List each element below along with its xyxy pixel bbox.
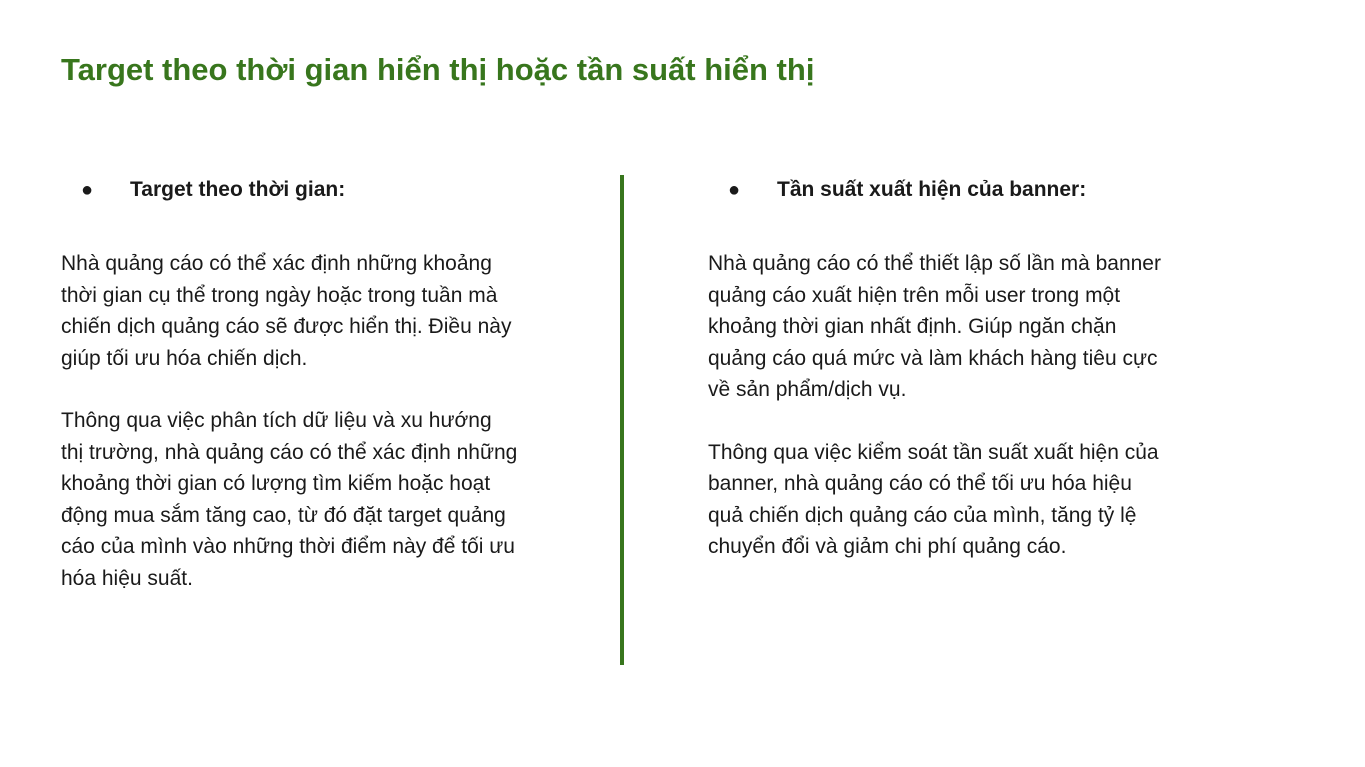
left-heading-text: Target theo thời gian:	[130, 178, 346, 201]
left-column	[61, 172, 571, 594]
right-paragraph-2: Thông qua việc kiểm soát tần suất xuất hiện của banner, nhà quảng cáo có thể tối ưu hóa hiệu quả chiến dịch quảng cáo của mình, tăng tỷ lệ chuyển đổi và giảm chi phí quảng cáo.	[708, 440, 1159, 558]
slide-title: Target theo thời gian hiển thị hoặc tần suất hiển thị	[61, 52, 815, 87]
right-bullet-heading	[708, 172, 1218, 208]
left-bullet-heading	[61, 172, 571, 208]
column-divider	[620, 175, 624, 665]
right-column	[708, 172, 1218, 563]
bullet-icon: ●	[81, 179, 94, 201]
left-paragraph-1: Nhà quảng cáo có thể xác định những khoảng thời gian cụ thể trong ngày hoặc trong tuần mà chiến dịch quảng cáo sẽ được hiển thị. Điều này giúp tối ưu hóa chiến dịch.	[61, 252, 512, 370]
right-paragraph-1: Nhà quảng cáo có thể thiết lập số lần mà banner quảng cáo xuất hiện trên mỗi user trong một khoảng thời gian nhất định. Giúp ngăn chặn quảng cáo quá mức và làm khách hàng tiêu cực về sản phẩm/dịch vụ.	[708, 252, 1161, 401]
right-heading-text: Tần suất xuất hiện của banner:	[777, 178, 1087, 201]
left-paragraph-2: Thông qua việc phân tích dữ liệu và xu hướng thị trường, nhà quảng cáo có thể xác định những khoảng thời gian có lượng tìm kiếm hoặc hoạt động mua sắm tăng cao, từ đó đặt target quảng cáo của mình vào những thời điểm này để tối ưu hóa hiệu suất.	[61, 409, 518, 590]
bullet-icon: ●	[728, 179, 741, 201]
